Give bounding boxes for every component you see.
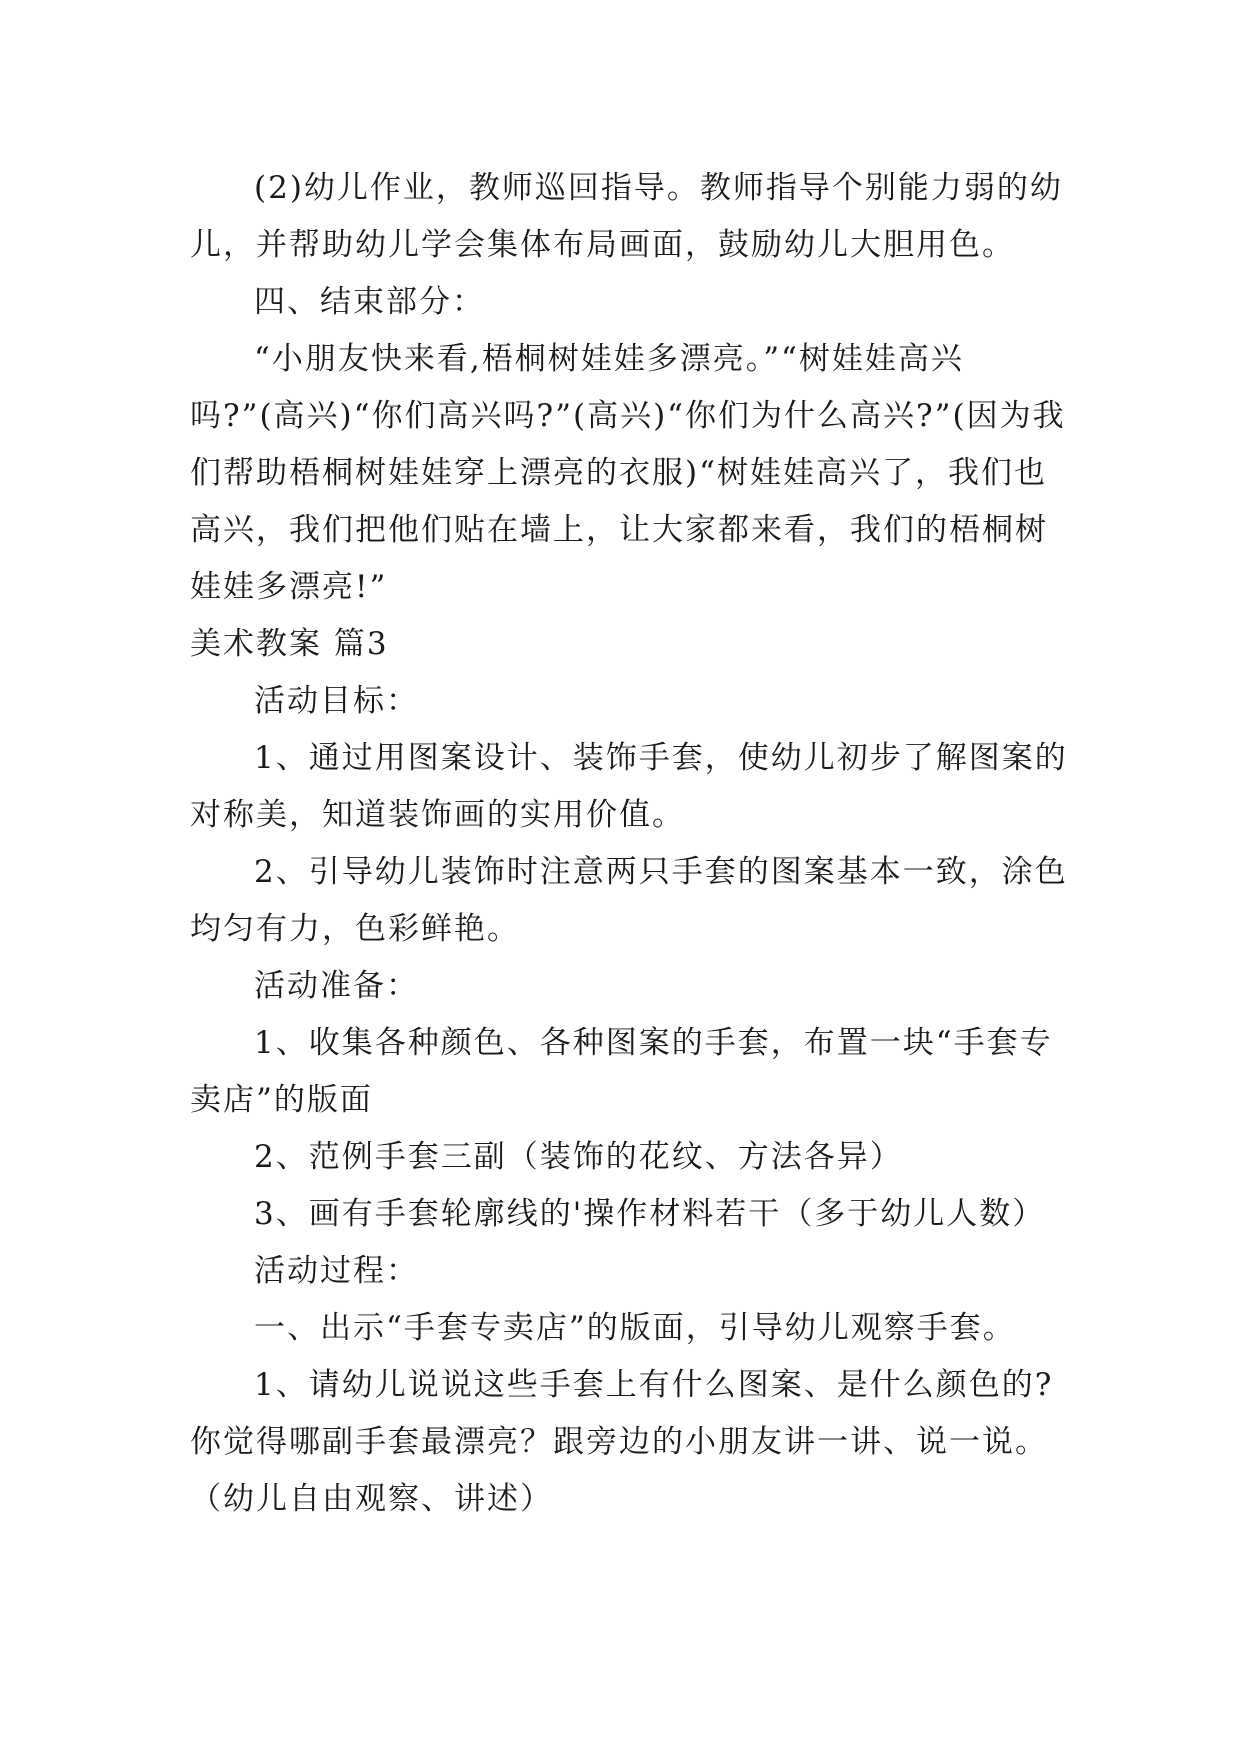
paragraph-process-step-1: 一、出示“手套专卖店”的版面，引导幼儿观察手套。	[254, 1310, 1016, 1346]
document-body	[190, 160, 1070, 1528]
paragraph-activity-goals-title: 活动目标：	[254, 683, 419, 719]
paragraph-goal-1: 1、通过用图案设计、装饰手套，使幼儿初步了解图案的对称美，知道装饰画的实用价值。	[190, 740, 1068, 833]
paragraph-activity-prep-title: 活动准备：	[254, 968, 419, 1004]
paragraph-prep-1: 1、收集各种颜色、各种图案的手套，布置一块“手套专卖店”的版面	[190, 1025, 1053, 1118]
paragraph-activity-process-title: 活动过程：	[254, 1253, 419, 1289]
paragraph-goal-2: 2、引导幼儿装饰时注意两只手套的图案基本一致，涂色均匀有力，色彩鲜艳。	[190, 854, 1068, 947]
paragraph-prep-3: 3、画有手套轮廓线的'操作材料若干（多于幼儿人数）	[254, 1196, 1046, 1232]
paragraph-student-work: (2)幼儿作业，教师巡回指导。教师指导个别能力弱的幼儿，并帮助幼儿学会集体布局画面，鼓励幼儿大胆用色。	[190, 170, 1063, 263]
paragraph-prep-2: 2、范例手套三副（装饰的花纹、方法各异）	[254, 1139, 903, 1175]
paragraph-ending-dialogue: “小朋友快来看,梧桐树娃娃多漂亮。”“树娃娃高兴吗?”(高兴)“你们高兴吗?”(高兴)“你们为什么高兴?”(因为我们帮助梧桐树娃娃穿上漂亮的衣服)“树娃娃高兴了，我们也高兴，我们把他们贴在墙上，让大家都来看，我们的梧桐树娃娃多漂亮!”	[190, 341, 1066, 605]
section-heading-lesson-3: 美术教案 篇3	[190, 626, 389, 662]
paragraph-ending-section-title: 四、结束部分：	[254, 284, 485, 320]
paragraph-process-step-1-1: 1、请幼儿说说这些手套上有什么图案、是什么颜色的?你觉得哪副手套最漂亮？跟旁边的小朋友讲一讲、说一说。（幼儿自由观察、讲述）	[190, 1367, 1054, 1517]
